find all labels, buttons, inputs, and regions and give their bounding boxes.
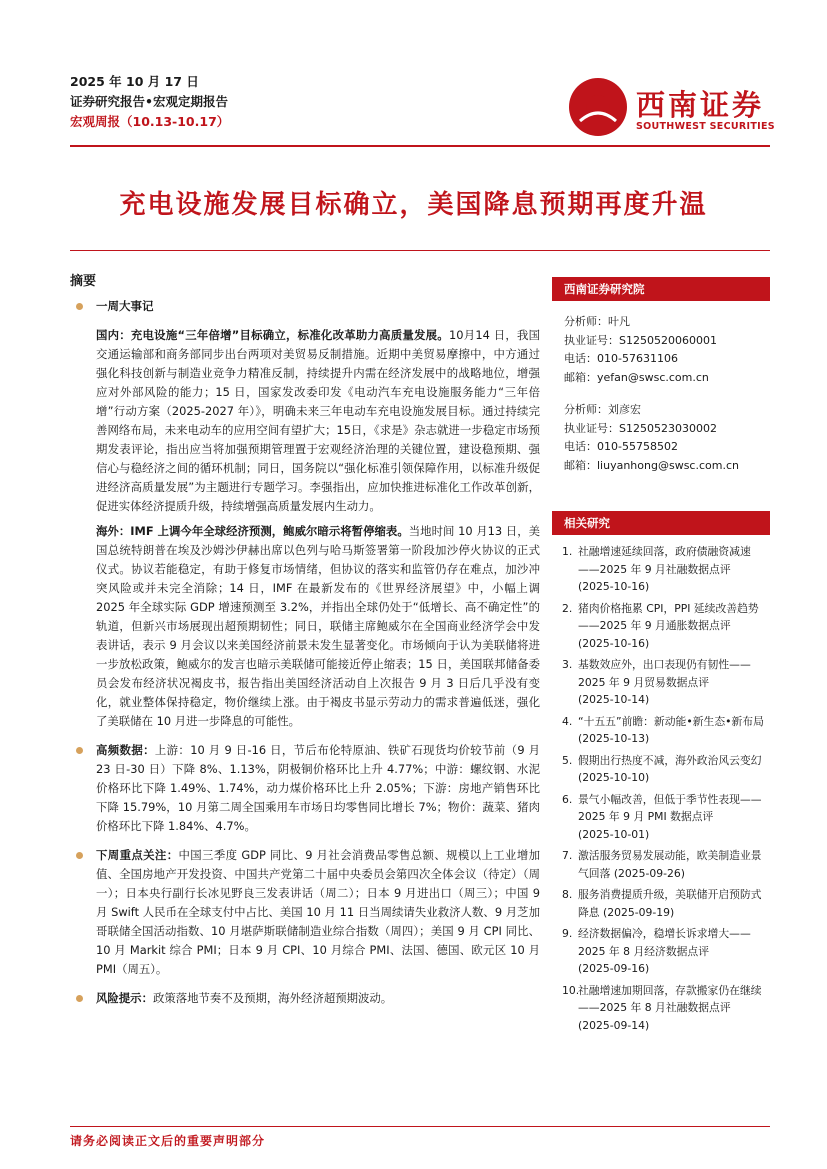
related-item-title: “十五五”前瞻：新动能•新生态•新布局: [578, 714, 764, 728]
logo-emblem-icon: [566, 75, 630, 137]
related-item-num: 9.: [562, 927, 573, 940]
related-item-num: 6.: [562, 792, 573, 806]
related-item-title: 基数效应外，出口表现仍有韧性——2025 年 9 月贸易数据点评: [578, 658, 751, 689]
bullet-icon: [76, 995, 83, 1002]
next-lead: 下周重点关注：: [96, 848, 179, 862]
related-item[interactable]: [552, 886, 770, 921]
related-item-num: 3.: [562, 658, 573, 671]
related-item-date: (2025-09-26): [613, 866, 685, 880]
sidebar: [552, 277, 770, 1038]
bullet-icon: [76, 747, 83, 754]
report-series: 宏观周报（10.13-10.17）: [70, 114, 230, 129]
related-item-num: 1.: [562, 545, 573, 558]
related-item[interactable]: [552, 752, 770, 787]
related-item-num: 8.: [562, 888, 573, 901]
related-item-num: 10.: [562, 983, 580, 997]
page-title: 充电设施发展目标确立，美国降息预期再度升温: [119, 190, 708, 220]
abstract-section: [70, 270, 540, 1014]
analyst-card: [552, 401, 770, 475]
analyst-phone: 电话：010-55758502: [564, 440, 678, 453]
institute-bar: 西南证券研究院: [552, 277, 770, 301]
related-item-title: 社融增速延续回落，政府债融资减速——2025 年 9 月社融数据点评: [578, 545, 751, 576]
related-item-title: 景气小幅改善，但低于季节性表现——2025 年 9 月 PMI 数据点评: [578, 792, 762, 823]
related-item-date: (2025-10-14): [578, 693, 650, 706]
analyst-card: [552, 313, 770, 387]
overseas-body: 当地时间 10 月13 日，美国总统特朗普在埃及沙姆沙伊赫出席以色列与哈马斯签署第一阶段加沙停火协议的正式仪式。协议若能稳定，有助于修复市场情绪，但协议的落实和监管仍存在难点，加沙冲突风险或并未完全消除；14 日，IMF 在最新发布的《世界经济展望》中，小幅上调 2025 年全球实际 GDP 增速预测至 3.2%，并指出全球仍处于“低增长、高不确定性”的轨道，但新兴市场展现出超预期韧性；同日，联储主席鲍威尔在全国商业经济学会中发表讲话，表示 9 月会议以来美国经济前景未发生显著变化。市场倾向于认为美联储将进一步放松政策，鲍威尔的发言也暗示美联储可能接近停止缩表；15 日，美国联邦储备委员会发布经济状况褐皮书，报告指出美国经济活动自上次报告 9 月 3 日后几乎没有变化，就业整体保持稳定，物价继续上涨。由于褐皮书显示劳动力的需求普遍低迷，强化了美联储在 10 月进一步降息的可能性。: [96, 524, 540, 728]
logo-cn-text: 西南证券: [636, 88, 765, 122]
related-item[interactable]: [552, 713, 770, 748]
related-item[interactable]: [552, 600, 770, 653]
bullet-icon: [76, 303, 83, 310]
analyst-email[interactable]: 邮箱：liuyanhong@swsc.com.cn: [564, 458, 739, 472]
related-item-title: 社融增速加期回落，存款搬家仍在继续——2025 年 8 月社融数据点评: [578, 983, 762, 1014]
related-item-date: (2025-09-16): [578, 962, 650, 975]
hf-lead: 高频数据：: [96, 743, 155, 757]
related-item[interactable]: [552, 656, 770, 709]
company-logo: [566, 75, 776, 137]
related-item-title: 猪肉价格拖累 CPI，PPI 延续改善趋势——2025 年 9 月通胀数据点评: [578, 601, 759, 632]
risk-body: 政策落地节奏不及预期，海外经济超预期波动。: [152, 991, 393, 1005]
related-item[interactable]: [552, 791, 770, 844]
related-item-date: (2025-10-13): [578, 732, 650, 745]
related-item-title: 激活服务贸易发展动能，欧美制造业景气回落: [578, 849, 762, 880]
related-item[interactable]: [552, 982, 770, 1035]
overseas-paragraph: [96, 522, 540, 731]
analyst-email[interactable]: 邮箱：yefan@swsc.com.cn: [564, 370, 709, 384]
report-date: 2025 年 10 月 17 日: [70, 74, 199, 89]
footer-divider: [70, 1126, 770, 1127]
related-item-date: (2025-09-14): [578, 1018, 650, 1032]
domestic-paragraph: [96, 326, 540, 516]
next-week-focus: [70, 846, 540, 979]
related-item[interactable]: [552, 847, 770, 882]
overseas-lead: 海外：IMF 上调今年全球经济预测，鲍威尔暗示将暂停缩表。: [96, 524, 409, 538]
related-item-num: 2.: [562, 601, 573, 615]
analyst-name: 分析师：叶凡: [564, 315, 630, 328]
domestic-lead: 国内：充电设施“三年倍增”目标确立，标准化改革助力高质量发展。: [96, 328, 449, 342]
related-item-num: 4.: [562, 714, 573, 728]
related-item-num: 7.: [562, 849, 573, 862]
logo-en-text: SOUTHWEST SECURITIES: [636, 121, 775, 132]
analyst-name: 分析师：刘彦宏: [564, 403, 641, 416]
related-item-date: (2025-09-19): [603, 905, 675, 919]
related-research-list: [552, 543, 770, 1034]
related-item[interactable]: [552, 543, 770, 596]
report-type: 证券研究报告•宏观定期报告: [70, 94, 228, 109]
related-item-date: (2025-10-10): [578, 771, 650, 784]
related-item[interactable]: [552, 925, 770, 978]
related-item-num: 5.: [562, 753, 573, 767]
related-item-title: 假期出行热度不减，海外政治风云变幻: [578, 753, 762, 767]
abstract-heading: 摘要: [70, 274, 97, 289]
next-body: 中国三季度 GDP 同比、9 月社会消费品零售总额、规模以上工业增加值、全国房地产开发投资、中国共产党第二十届中央委员会第四次全体会议（待定）（周一）；日本央行副行长冰见野良三发表讲话（周二）；日本 9 月进出口（周三）；中国 9 月 Swift 人民币在全球支付中占比、美国 10 月 11 日当周续请失业救济人数、9 月芝加哥联储全国活动指数、10 月堪萨斯联储制造业综合指数（周四）；美国 9 月 CPI 同比、10 月 Markit 综合 PMI；日本 9 月 CPI、10 月综合 PMI、法国、德国、欧元区 10 月 PMI（周五）。: [96, 848, 540, 976]
related-item-date: (2025-10-16): [578, 636, 650, 650]
week-events-heading: 一周大事记: [96, 299, 154, 313]
risk-warning: [70, 989, 540, 1008]
risk-lead: 风险提示：: [96, 991, 153, 1005]
high-frequency-data: [70, 741, 540, 836]
related-item-title: 服务消费提质升级，美联储开启预防式降息: [578, 888, 762, 919]
related-item-date: (2025-10-01): [578, 827, 650, 841]
footer-disclaimer: 请务必阅读正文后的重要声明部分: [70, 1134, 266, 1148]
related-item-title: 经济数据偏冷，稳增长诉求增大——2025 年 8 月经济数据点评: [578, 927, 751, 958]
domestic-body: 10月14 日，我国交通运输部和商务部同步出台两项对美贸易反制措施。近期中美贸易摩擦中，中方通过强化科技创新与制造业竞争力精准反制，持续提升内需在经济发展中的战略地位，增强应对外部风险的能力；15 日，国家发改委印发《电动汽车充电设施服务能力“三年倍增”行动方案（2025-2027 年）》，明确未来三年电动车充电设施发展目标。通过持续完善网络布局，未来电动车的应用空间有望扩大；15日，《求是》杂志就进一步稳定市场预期发表评论，指出应当将加强预期管理置于宏观经济治理的关键位置，建设稳预期、强信心与稳经济之间的循环机制；同日，国务院以“强化标准引领保障作用，以标准升级促进经济高质量发展”为主题进行专题学习。李强指出，应加快推进标准化工作改革创新，促进实体经济提质升级，持续增强高质量发展内生动力。: [96, 328, 540, 513]
analyst-license: 执业证号：S1250523030002: [564, 421, 717, 435]
week-events: [70, 297, 540, 731]
analyst-license: 执业证号：S1250520060001: [564, 333, 717, 347]
related-item-date: (2025-10-16): [578, 580, 650, 593]
analyst-phone: 电话：010-57631106: [564, 352, 678, 365]
related-research-bar: 相关研究: [552, 511, 770, 535]
title-divider: [70, 250, 770, 251]
header-divider: [70, 145, 770, 147]
bullet-icon: [76, 852, 83, 859]
hf-body: 上游：10 月 9 日-16 日，节后布伦特原油、铁矿石现货均价较节前（9 月 23 日-30 日）下降 8%、1.13%，阴极铜价格环比上升 4.77%；中游：螺纹钢、水泥价格环比下降 1.49%、1.74%，动力煤价格环比上升 2.05%；下游：房地产销售环比下降 15.79%，10 月第二周全国乘用车市场日均零售同比增长 7%；物价：蔬菜、猪肉价格环比下降 1.84%、4.7%。: [96, 743, 540, 833]
